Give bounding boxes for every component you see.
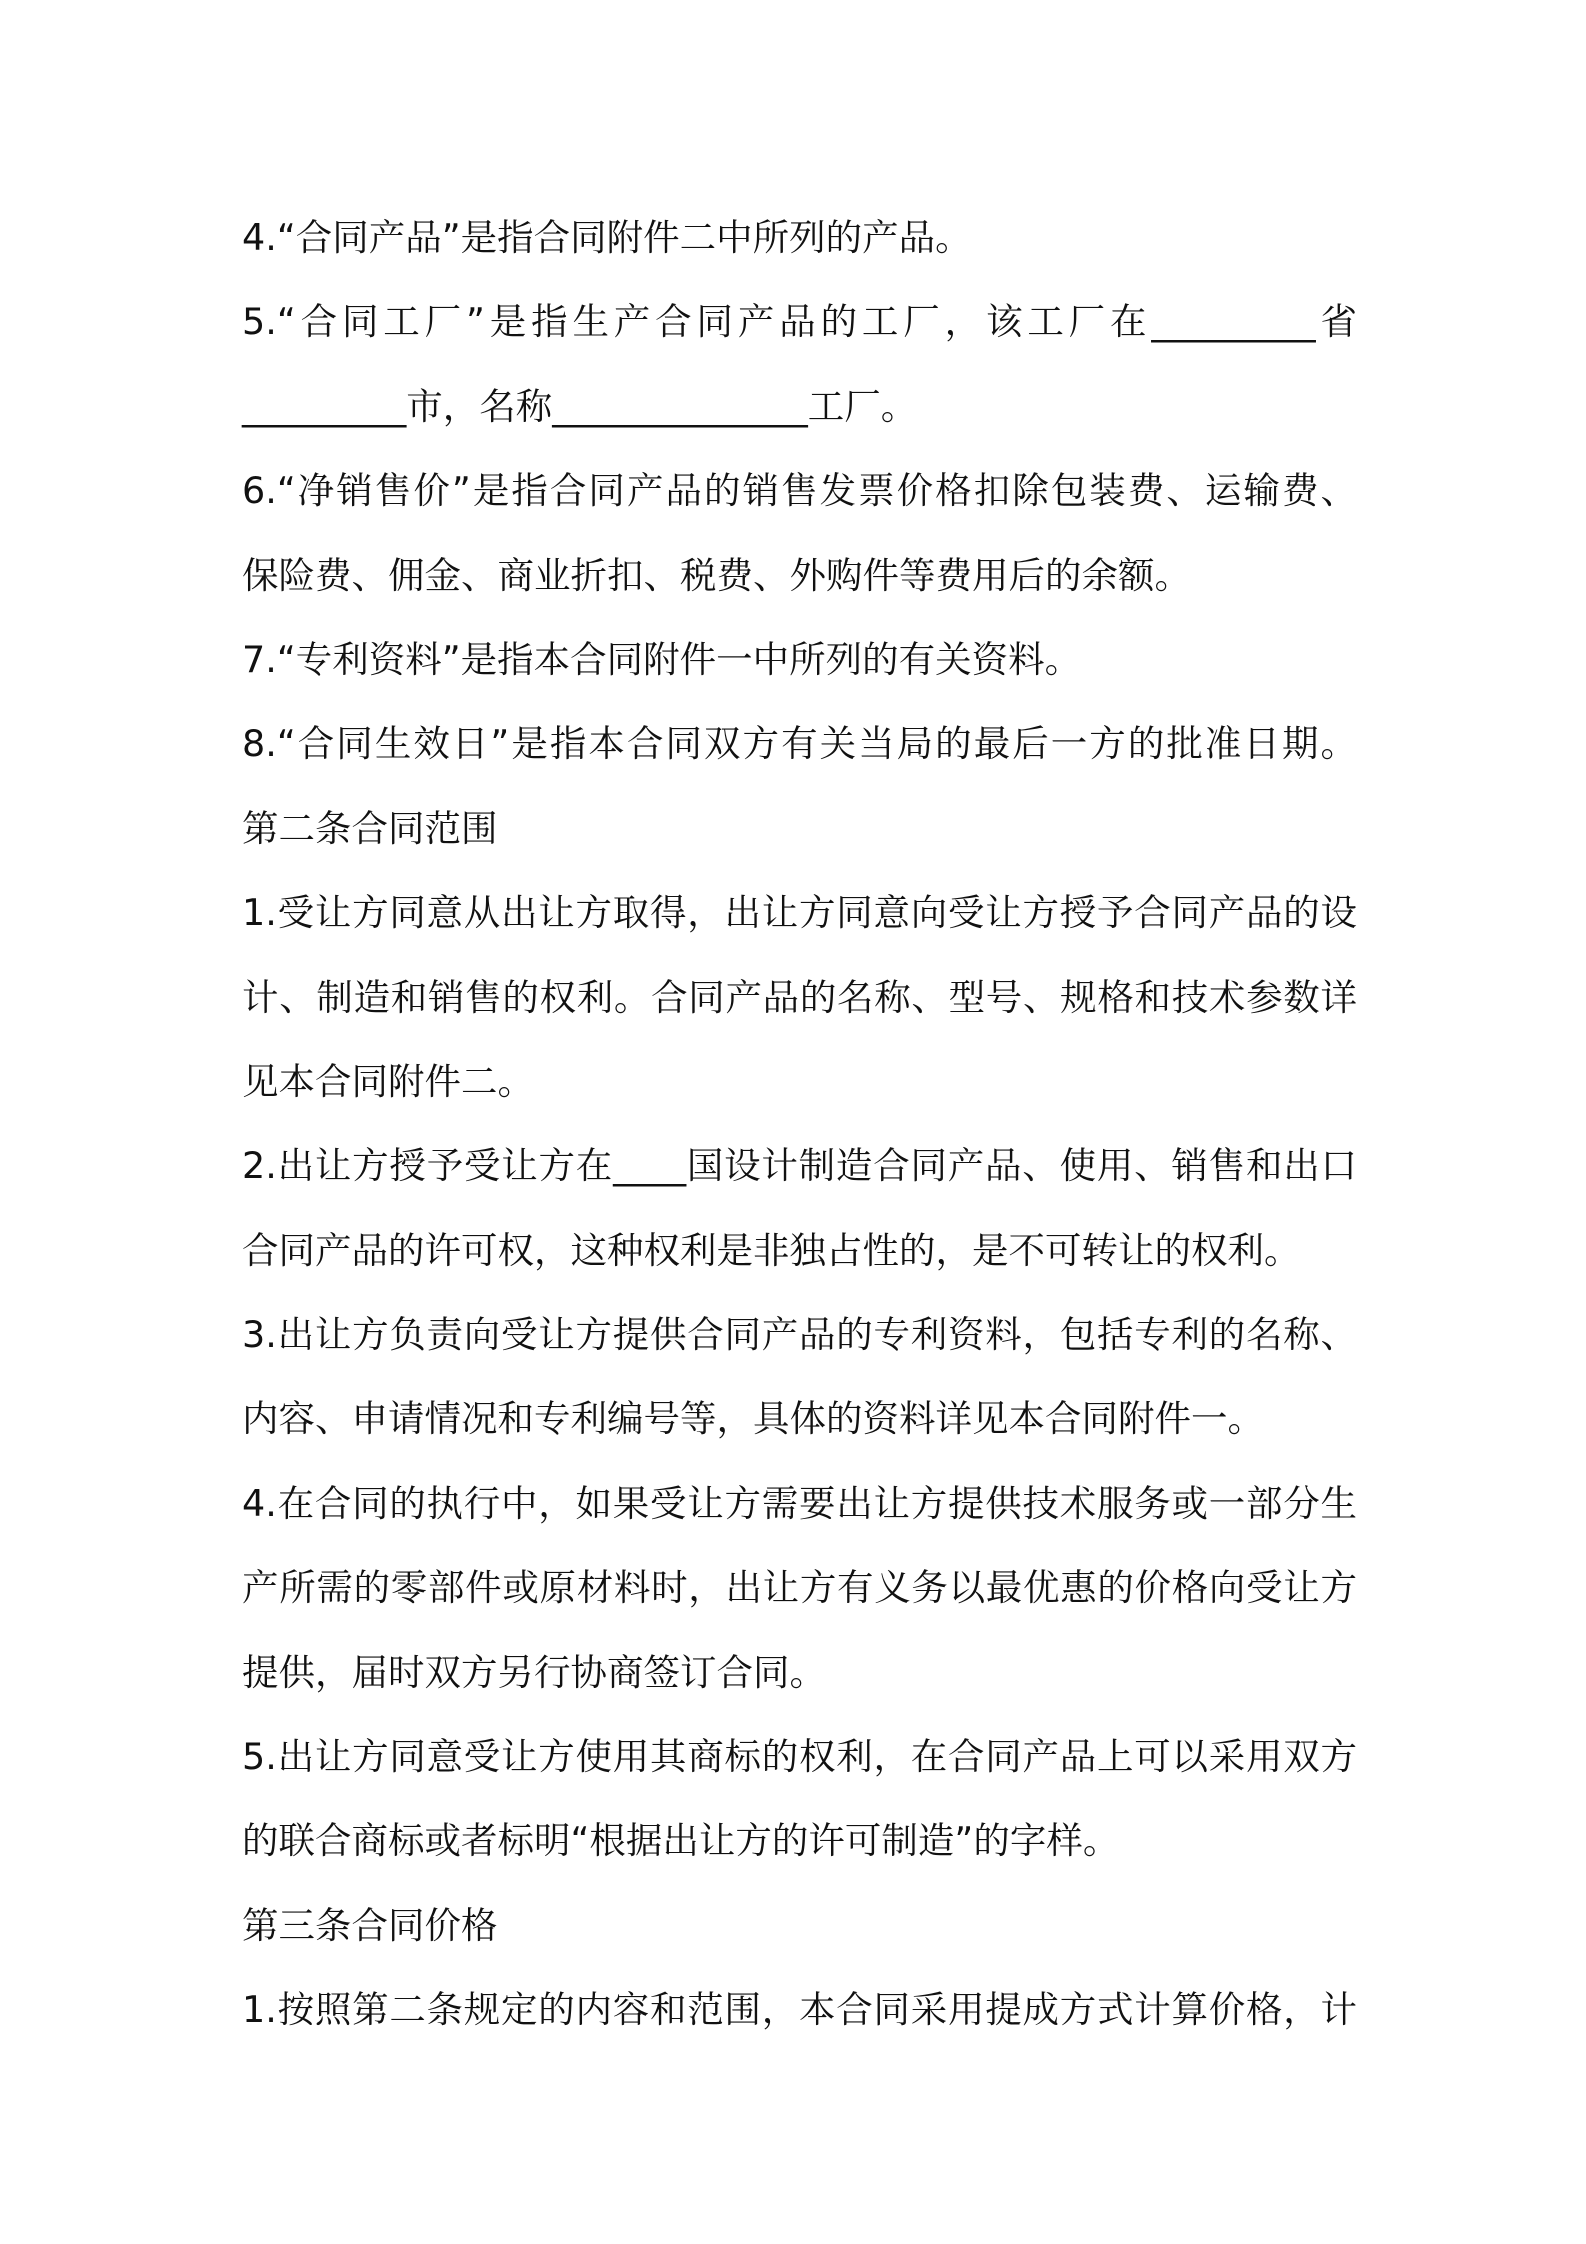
scope-item-1-cont: 计、制造和销售的权利。合同产品的名称、型号、规格和技术参数详 <box>242 975 1357 1019</box>
definition-item-5: 5.“合同工厂”是指生产合同产品的工厂，该工厂在_________省 <box>242 300 1357 344</box>
definition-item-4: 4.“合同产品”是指合同附件二中所列的产品。 <box>242 216 972 259</box>
section-heading-article-3: 第三条合同价格 <box>242 1903 498 1947</box>
definition-item-7: 7.“专利资料”是指本合同附件一中所列的有关资料。 <box>242 637 1082 681</box>
price-item-1: 1.按照第二条规定的内容和范围，本合同采用提成方式计算价格，计 <box>242 1988 1357 2032</box>
scope-item-1-cont: 见本合同附件二。 <box>242 1059 534 1103</box>
scope-item-2-cont: 合同产品的许可权，这种权利是非独占性的，是不可转让的权利。 <box>242 1228 1301 1272</box>
definition-item-6: 6.“净销售价”是指合同产品的销售发票价格扣除包装费、运输费、 <box>242 469 1357 513</box>
definition-item-6-cont: 保险费、佣金、商业折扣、税费、外购件等费用后的余额。 <box>242 553 1191 597</box>
scope-item-4-cont: 提供，届时双方另行协商签订合同。 <box>242 1650 826 1694</box>
scope-item-3-cont: 内容、申请情况和专利编号等，具体的资料详见本合同附件一。 <box>242 1397 1264 1441</box>
scope-item-1: 1.受让方同意从出让方取得，出让方同意向受让方授予合同产品的设 <box>242 891 1357 935</box>
scope-item-4: 4.在合同的执行中，如果受让方需要出让方提供技术服务或一部分生 <box>242 1481 1357 1525</box>
section-heading-article-2: 第二条合同范围 <box>242 806 498 850</box>
scope-item-5-cont: 的联合商标或者标明“根据出让方的许可制造”的字样。 <box>242 1819 1120 1863</box>
definition-item-8: 8.“合同生效日”是指本合同双方有关当局的最后一方的批准日期。 <box>242 722 1357 766</box>
scope-item-2: 2.出让方授予受让方在____国设计制造合同产品、使用、销售和出口 <box>242 1144 1357 1188</box>
scope-item-5: 5.出让方同意受让方使用其商标的权利，在合同产品上可以采用双方 <box>242 1735 1357 1779</box>
definition-item-5-cont: _________市，名称______________工厂。 <box>242 384 918 428</box>
scope-item-4-cont: 产所需的零部件或原材料时，出让方有义务以最优惠的价格向受让方 <box>242 1566 1357 1610</box>
scope-item-3: 3.出让方负责向受让方提供合同产品的专利资料，包括专利的名称、 <box>242 1313 1357 1357</box>
document-body <box>242 196 1357 2053</box>
